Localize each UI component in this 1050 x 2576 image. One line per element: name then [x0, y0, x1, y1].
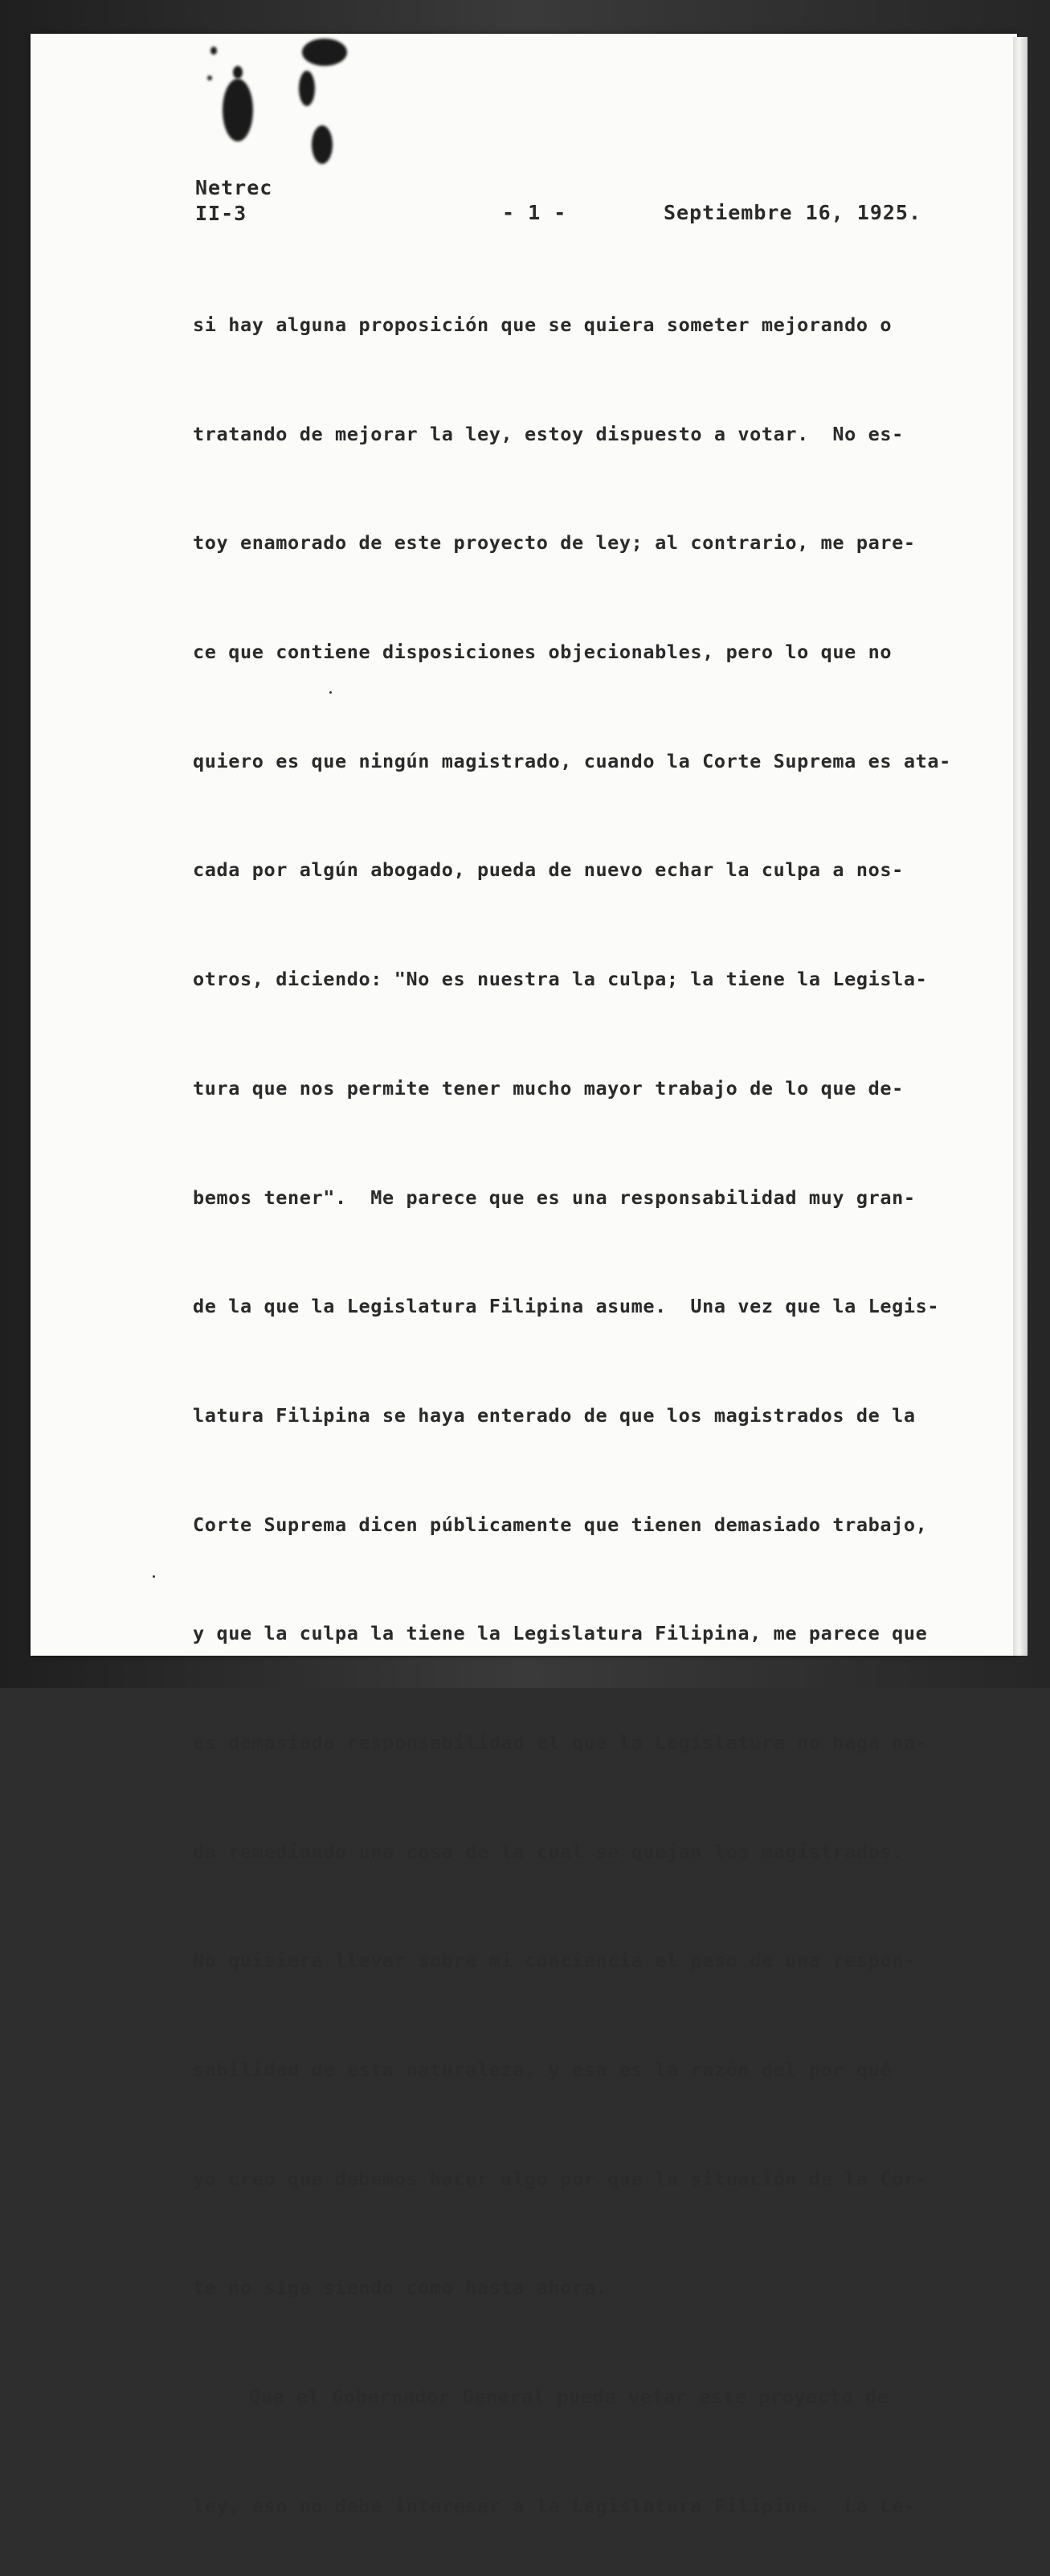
section-label: II-3 — [195, 202, 247, 225]
text-line: No quisiera llevar sobre mi conciencia el peso de una respon- — [193, 1949, 916, 1972]
ink-blot — [210, 47, 217, 55]
text-line: te no siga siendo como hasta ahora. — [193, 2276, 608, 2300]
text-line: de la que la Legislatura Filipina asume. Una vez que la Legis- — [193, 1295, 940, 1318]
text-line: yo creo que debemos hacer algo por que la situación de la Cor- — [193, 2167, 928, 2190]
ink-blot — [207, 76, 212, 80]
ink-blot — [312, 125, 333, 164]
text-line: sabilidad de esta naturaleza, y esa es la razón del por qué — [193, 2058, 893, 2081]
ink-blot — [299, 71, 315, 106]
page-number: - 1 - — [502, 201, 567, 224]
document-body — [193, 264, 964, 2576]
text-line: latura Filipina se haya enterado de que los magistrados de la — [193, 1403, 916, 1427]
text-line: toy enamorado de este proyecto de ley; al contrario, me pare- — [193, 531, 916, 555]
ink-blot — [233, 66, 243, 79]
document-header-left — [195, 175, 272, 227]
document-date: Septiembre 16, 1925. — [664, 201, 922, 224]
text-line: ce que contiene disposiciones objecionables, pero lo que no — [193, 641, 893, 664]
text-line: otros, diciendo: "No es nuestra la culpa; la tiene la Legisla- — [193, 968, 928, 991]
author-label: Netrec — [195, 176, 273, 199]
text-line: Corte Suprema dicen públicamente que tienen demasiado trabajo, — [193, 1513, 928, 1536]
text-line: quiero es que ningún magistrado, cuando la Corte Suprema es ata- — [193, 749, 951, 772]
text-line: si hay alguna proposición que se quiera someter mejorando o — [193, 313, 893, 336]
stray-mark — [329, 691, 332, 694]
text-line: ley, eso no debe interesar a la Legislatura Filipina. La Le- — [193, 2494, 916, 2517]
text-line: da remediando una cosa de la cual se quejan los magistrados. — [193, 1840, 904, 1863]
text-line: tratando de mejorar la ley, estoy dispuesto a votar. No es- — [193, 422, 904, 445]
text-line: es demasiada responsabilidad el que la Legislatura no haga na- — [193, 1730, 928, 1754]
page-edge — [1013, 37, 1028, 1656]
text-line: cada por algún abogado, pueda de nuevo echar la culpa a nos- — [193, 858, 904, 882]
text-line: Que el Gobernador General pueda vetar este proyecto de — [249, 2386, 889, 2409]
stray-mark — [153, 1575, 155, 1578]
ink-blot — [223, 79, 253, 141]
text-line: tura que nos permite tener mucho mayor trabajo de lo que de- — [193, 1076, 904, 1100]
ink-blot — [302, 39, 347, 66]
text-line: y que la culpa la tiene la Legislatura Filipina, me parece que — [193, 1622, 928, 1645]
text-line: bemos tener". Me parece que es una responsabilidad muy gran- — [193, 1186, 916, 1209]
